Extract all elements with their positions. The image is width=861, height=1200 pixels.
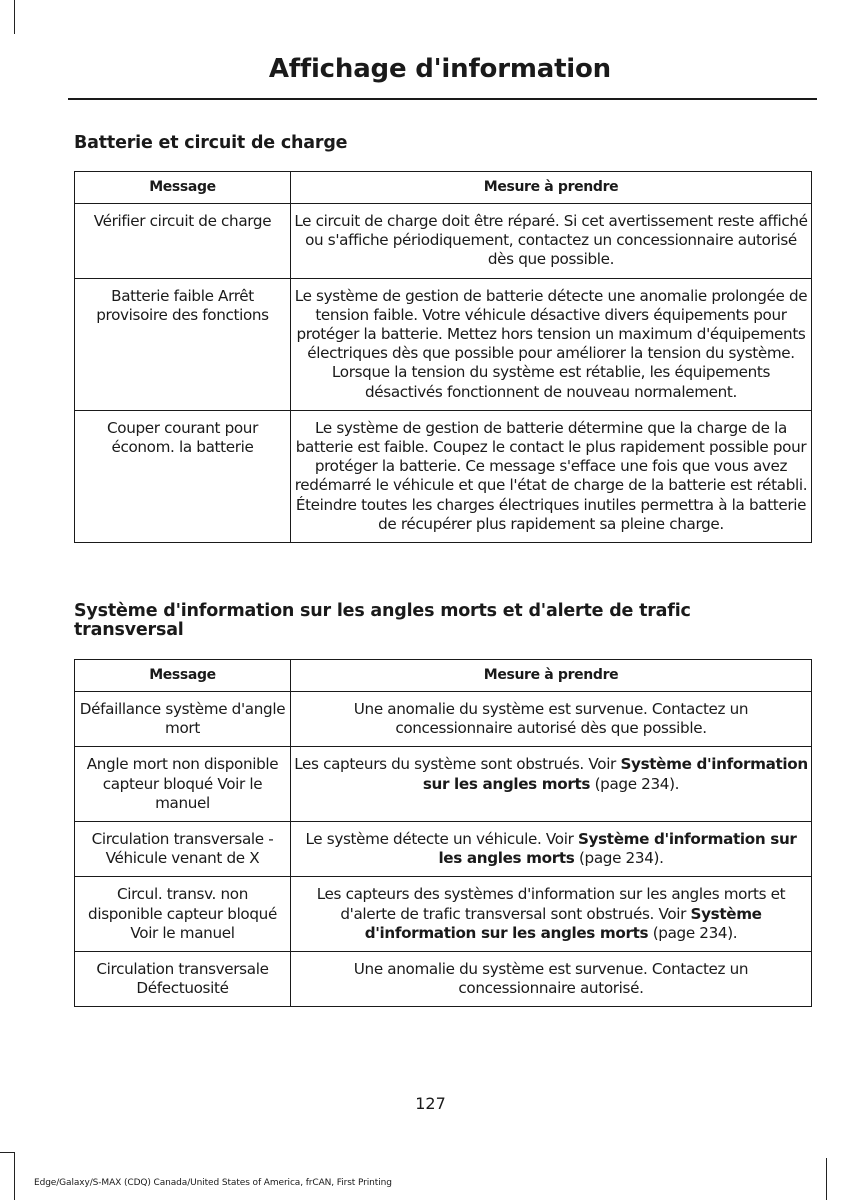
column-header-action: Mesure à prendre <box>291 172 812 204</box>
cross-reference-link[interactable]: Système d'information sur les angles morts <box>438 830 797 868</box>
footer-edition: Edge/Galaxy/S-MAX (CDQ) Canada/United States of America, frCAN, First Printing <box>34 1178 392 1188</box>
message-cell: Circulation transversale Défectuosité <box>75 952 291 1007</box>
cross-reference-link[interactable]: Système d'information sur les angles morts <box>364 904 762 942</box>
table-header-row <box>75 660 812 692</box>
section-title-blind-spot: Système d'information sur les angles morts et d'alerte de trafic transversal <box>74 601 691 640</box>
cross-reference-link[interactable]: Système d'information sur les angles morts <box>422 755 808 793</box>
table-row <box>75 952 812 1007</box>
page-header <box>68 54 817 100</box>
action-cell: Le système de gestion de batterie détermine que la charge de la batterie est faible. Coupez le contact le plus rapidement possible pour protéger la batterie. Ce message s'efface une fois que vous avez redémarré le véhicule et que l'état de charge de la batterie est rétabli. Éteindre toutes les charges électriques inutiles permettra à la batterie de récupérer plus rapidement sa pleine charge. <box>291 410 812 542</box>
blind-spot-table <box>74 659 812 1007</box>
page-reference: (page 234). <box>590 774 680 793</box>
page-number: 127 <box>415 1094 446 1113</box>
page-reference: (page 234). <box>574 849 664 868</box>
table-row <box>75 204 812 279</box>
table-row <box>75 822 812 877</box>
action-cell <box>291 822 812 877</box>
action-text: Le système détecte un véhicule. Voir <box>305 830 578 849</box>
column-header-message: Message <box>75 172 291 204</box>
message-cell: Couper courant pour économ. la batterie <box>75 410 291 542</box>
table-row <box>75 877 812 952</box>
message-cell: Défaillance système d'angle mort <box>75 692 291 747</box>
action-text: Les capteurs du système sont obstrués. Voir <box>294 755 621 774</box>
table-row <box>75 278 812 410</box>
message-cell: Circul. transv. non disponible capteur bloqué Voir le manuel <box>75 877 291 952</box>
crop-mark-bottom-left-h <box>0 1152 15 1153</box>
action-cell: Le système de gestion de batterie détecte une anomalie prolongée de tension faible. Votre véhicule désactive divers équipements pour protéger la batterie. Mettez hors tension un maximum d'équipements électriques dès que possible pour améliorer la tension du système. Lorsque la tension du système est rétablie, les équipements désactivés fonctionnent de nouveau normalement. <box>291 278 812 410</box>
action-cell: Une anomalie du système est survenue. Contactez un concessionnaire autorisé dès que possible. <box>291 692 812 747</box>
battery-table <box>74 171 812 543</box>
crop-mark-bottom-left <box>14 1152 15 1200</box>
action-text: Les capteurs des systèmes d'information sur les angles morts et d'alerte de trafic transversal sont obstrués. Voir <box>316 885 786 923</box>
message-cell: Vérifier circuit de charge <box>75 204 291 279</box>
action-cell <box>291 877 812 952</box>
message-cell: Batterie faible Arrêt provisoire des fonctions <box>75 278 291 410</box>
message-cell: Angle mort non disponible capteur bloqué Voir le manuel <box>75 747 291 822</box>
action-cell: Une anomalie du système est survenue. Contactez un concessionnaire autorisé. <box>291 952 812 1007</box>
message-cell: Circulation transversale - Véhicule venant de X <box>75 822 291 877</box>
table-header-row <box>75 172 812 204</box>
page-reference: (page 234). <box>648 923 738 942</box>
table-row <box>75 410 812 542</box>
column-header-message: Message <box>75 660 291 692</box>
action-cell <box>291 747 812 822</box>
table-row <box>75 747 812 822</box>
crop-mark-top-left <box>14 0 15 34</box>
action-cell: Le circuit de charge doit être réparé. Si cet avertissement reste affiché ou s'affiche périodiquement, contactez un concessionnaire autorisé dès que possible. <box>291 204 812 279</box>
crop-mark-bottom-right <box>826 1158 827 1200</box>
table-row <box>75 692 812 747</box>
column-header-action: Mesure à prendre <box>291 660 812 692</box>
section-title-battery: Batterie et circuit de charge <box>74 133 348 153</box>
page-title: Affichage d'information <box>268 54 611 84</box>
